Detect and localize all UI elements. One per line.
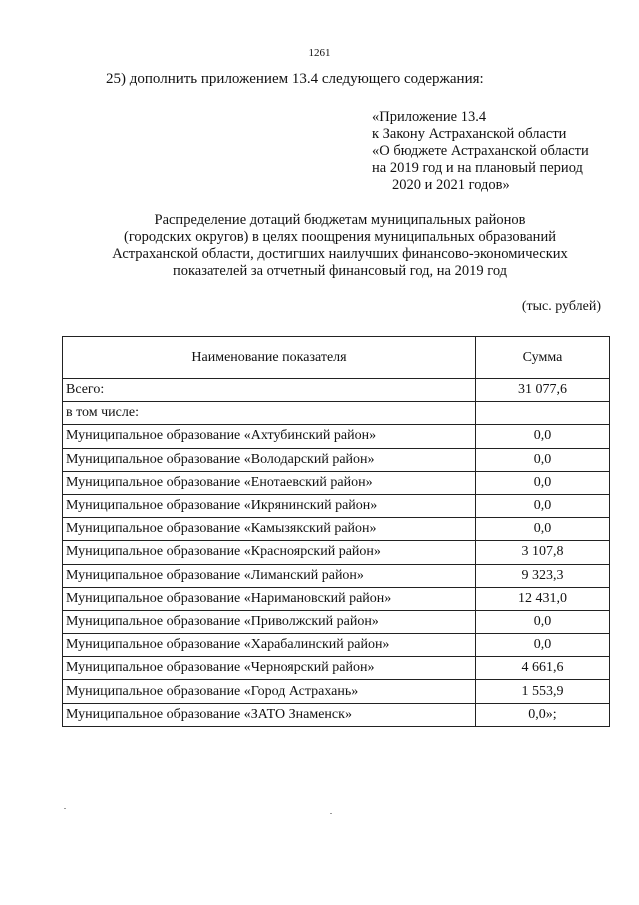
row-amount: 4 661,6: [476, 657, 610, 680]
total-amount: 31 077,6: [476, 379, 610, 402]
row-name: Муниципальное образование «Ахтубинский район»: [63, 425, 476, 448]
page-number: 1261: [308, 47, 331, 59]
row-amount: 0,0: [476, 494, 610, 517]
row-amount: 0,0: [476, 634, 610, 657]
header-amount: Сумма: [476, 337, 610, 379]
row-amount: 9 323,3: [476, 564, 610, 587]
row-amount: 0,0: [476, 471, 610, 494]
row-amount: 0,0: [476, 425, 610, 448]
row-amount: 0,0: [476, 448, 610, 471]
row-amount: 0,0»;: [476, 703, 610, 726]
appendix-header: [372, 109, 589, 194]
appendix-header-line: «Приложение 13.4: [372, 109, 487, 125]
scan-speck: [330, 813, 332, 814]
amendment-instruction: 25) дополнить приложением 13.4 следующего содержания:: [106, 71, 484, 87]
table-row: [63, 471, 610, 494]
total-label: Всего:: [63, 379, 476, 402]
row-name: Муниципальное образование «Наримановский район»: [63, 587, 476, 610]
row-amount: 1 553,9: [476, 680, 610, 703]
table-row: [63, 494, 610, 517]
row-name: Муниципальное образование «Черноярский район»: [63, 657, 476, 680]
appendix-header-line: 2020 и 2021 годов»: [392, 177, 510, 193]
row-name: Муниципальное образование «Красноярский район»: [63, 541, 476, 564]
including-row: [63, 402, 610, 425]
title-line: Распределение дотаций бюджетам муниципальных районов: [154, 212, 526, 228]
scan-speck: [64, 808, 66, 809]
title-line: (городских округов) в целях поощрения муниципальных образований: [124, 229, 556, 245]
row-name: Муниципальное образование «Енотаевский район»: [63, 471, 476, 494]
table-row: [63, 587, 610, 610]
title-line: показателей за отчетный финансовый год, на 2019 год: [172, 263, 508, 279]
row-name: Муниципальное образование «Харабалинский район»: [63, 634, 476, 657]
row-amount: 0,0: [476, 518, 610, 541]
header-name: Наименование показателя: [63, 337, 476, 379]
row-name: Муниципальное образование «Приволжский район»: [63, 610, 476, 633]
row-name: Муниципальное образование «Икрянинский район»: [63, 494, 476, 517]
including-amount-empty: [476, 402, 610, 425]
table-row: [63, 703, 610, 726]
table-row: [63, 541, 610, 564]
table-row: [63, 425, 610, 448]
subsidy-table: [62, 336, 610, 727]
units-label: (тыс. рублей): [521, 299, 601, 314]
row-name: Муниципальное образование «ЗАТО Знаменск»: [63, 703, 476, 726]
table-row: [63, 564, 610, 587]
appendix-header-line: к Закону Астраханской области: [372, 126, 567, 142]
including-label: в том числе:: [63, 402, 476, 425]
row-name: Муниципальное образование «Володарский район»: [63, 448, 476, 471]
table-row: [63, 518, 610, 541]
row-amount: 12 431,0: [476, 587, 610, 610]
row-amount: 0,0: [476, 610, 610, 633]
appendix-header-line: «О бюджете Астраханской области: [372, 143, 589, 159]
row-name: Муниципальное образование «Лиманский район»: [63, 564, 476, 587]
table-row: [63, 657, 610, 680]
table-row: [63, 610, 610, 633]
appendix-header-line: на 2019 год и на плановый период: [372, 160, 583, 176]
document-title: [60, 212, 620, 280]
table-row: [63, 448, 610, 471]
row-name: Муниципальное образование «Город Астрахань»: [63, 680, 476, 703]
title-line: Астраханской области, достигших наилучших финансово-экономических: [112, 246, 568, 262]
row-amount: 3 107,8: [476, 541, 610, 564]
row-name: Муниципальное образование «Камызякский район»: [63, 518, 476, 541]
table-row: [63, 634, 610, 657]
table-row: [63, 680, 610, 703]
total-row: [63, 379, 610, 402]
table-header-row: [63, 337, 610, 379]
